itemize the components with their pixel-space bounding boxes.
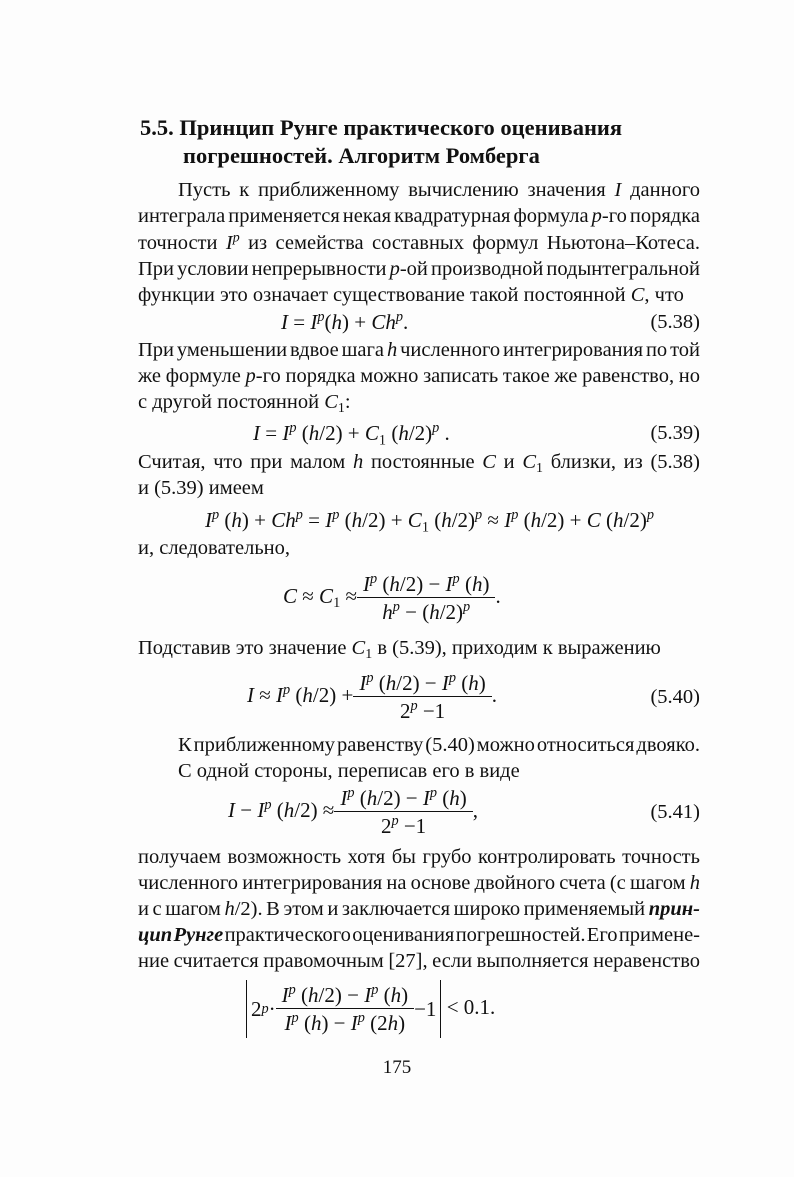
math-variable: I [205, 508, 212, 532]
equation-number: (5.38) [650, 311, 700, 333]
math-variable: C [586, 508, 601, 532]
superscript: p [366, 670, 374, 687]
math-variable: I [325, 508, 333, 532]
superscript: p [475, 507, 483, 524]
superscript: p [332, 507, 340, 524]
fraction-numerator: $I^p$ $(h/2) - I^p$ (h) [359, 670, 486, 695]
fraction [360, 572, 492, 624]
math-variable: I [281, 310, 288, 334]
math-variable: I [247, 682, 254, 707]
math-variable: h [530, 508, 542, 532]
superscript: p [291, 1010, 299, 1027]
text-line: С одной стороны, переписав его в виде [178, 760, 520, 782]
math-variable: I [362, 572, 370, 596]
math-variable: I [340, 786, 348, 810]
text-line: К приближенному равенству (5.40) можно относиться двояко. [178, 734, 700, 756]
superscript: p [448, 670, 457, 687]
superscript: p [395, 309, 403, 326]
emphasized-term: цип Рунге [138, 924, 224, 946]
superscript: p [511, 507, 519, 524]
subscript: 1 [536, 461, 543, 477]
page-number: 175 [382, 1057, 412, 1078]
math-variable: h [283, 797, 295, 822]
superscript: p [410, 698, 418, 715]
text-line: При условии непрерывности p-ой производной подынтегральной [138, 258, 700, 280]
fraction-numerator: $I^p$ $(h/2) - I^p$ (h) [362, 571, 490, 596]
math-variable: h [385, 671, 397, 695]
math-variable: h [468, 671, 479, 695]
math-variable: h [389, 572, 400, 596]
superscript: p [264, 796, 272, 813]
equation-5-41: $I - I^p$ (h/2) ≈ $\frac{I^p (h/2) - I^p (h)}{2^p -1}$ , [228, 785, 479, 838]
fraction-numerator: $I^p$ $(h/2) - I^p$ (h) [281, 982, 409, 1007]
superscript: p [212, 507, 220, 524]
math-variable: h [352, 451, 364, 473]
text-line: получаем возможность хотя бы грубо контролировать точность [138, 846, 700, 868]
math-variable: I [281, 983, 289, 1007]
math-variable: p [245, 365, 256, 387]
math-variable: I [614, 179, 622, 201]
superscript: p [232, 230, 240, 246]
text-line: интеграла применяется некая квадратурная формула p-го порядка [138, 205, 700, 227]
fraction [279, 983, 411, 1035]
superscript: p [295, 507, 303, 524]
math-variable: h [449, 786, 460, 810]
math-variable: I [228, 797, 235, 822]
subscript: 1 [333, 595, 341, 612]
math-variable: h [441, 508, 452, 532]
superscript: p [392, 599, 400, 616]
fraction-denominator: $I^p$ $(h) - I^p$ (2h) [276, 1008, 414, 1035]
math-variable: I [441, 671, 449, 695]
math-variable: C [319, 583, 334, 608]
math-variable: h [231, 508, 242, 532]
math-variable: C [324, 391, 338, 413]
superscript: p [357, 1010, 365, 1027]
math-variable: I [282, 421, 290, 445]
math-variable: I [253, 421, 260, 445]
math-variable: I [359, 671, 367, 695]
text-line: функции это означает существование такой постоянной C, что [138, 284, 684, 306]
math-variable: C [407, 508, 422, 532]
superscript: p [317, 309, 325, 326]
math-variable: h [390, 983, 402, 1007]
math-variable: C [630, 284, 645, 306]
text-line: Подставив это значение $C_1$ в (5.39), приходим к выражению [138, 637, 661, 663]
math-variable: h [331, 310, 342, 334]
superscript: p [463, 599, 471, 616]
superscript: p [369, 571, 378, 588]
math-variable: p [389, 258, 400, 280]
fraction-denominator: $2^p -1$ [334, 811, 472, 838]
emphasized-term: прин- [648, 898, 700, 920]
math-variable: h [386, 339, 398, 361]
math-variable: h [613, 508, 624, 532]
math-variable: h [398, 421, 409, 445]
math-variable: I [504, 508, 512, 532]
math-variable: Ch [371, 310, 396, 334]
text-line: При уменьшении вдвое шага h численного интегрирования по той [138, 339, 700, 361]
math-variable: p [591, 205, 602, 227]
superscript: p [429, 785, 438, 802]
section-title-line-2: погрешностей. Алгоритм Ромберга [183, 143, 540, 168]
absolute-value: 2 p · $\frac{I^p (h/2) - I^p (h)}{I^p (h) - I^p (2h)}$ −1 [246, 980, 441, 1038]
superscript: p [432, 420, 440, 437]
math-variable: C [522, 451, 537, 473]
text-line: точности $I^p$ из семейства составных формул Ньютона–Котеса. [138, 230, 700, 254]
math-variable: h [310, 1011, 322, 1035]
subscript: 1 [378, 432, 387, 449]
text-line: ние считается правомочным [27], если выполняется неравенство [138, 950, 700, 972]
subscript: 1 [365, 647, 373, 663]
math-variable: h [224, 898, 235, 920]
math-variable: I [445, 572, 453, 596]
superscript: p [347, 785, 355, 802]
superscript: p [646, 507, 654, 524]
superscript: p [391, 813, 399, 830]
equation-number: (5.39) [650, 422, 700, 444]
equation-combined: $I^p$ $(h) + Ch^p = I^p$ $(h/2) + C_1$ $(h/2)^p \approx I^p$ (h/2) + C $(h/2)^p$ [205, 507, 654, 536]
math-variable: h [351, 508, 363, 532]
math-variable: Ch [271, 508, 296, 532]
fraction [337, 786, 469, 838]
equation-5-38: $I = I^p(h) + Ch^p$. [281, 309, 409, 334]
subscript: 1 [421, 519, 429, 536]
superscript: p [283, 681, 291, 698]
equation-number: (5.41) [650, 801, 700, 823]
math-variable: I [364, 983, 372, 1007]
math-variable: h [382, 600, 393, 624]
math-variable: h [387, 1011, 399, 1035]
equation-constant-c: $C \approx C_1$ ≈ $\frac{I^p (h/2) - I^p (h)}{h^p - (h/2)^p}$ . [283, 571, 501, 624]
superscript: p [288, 982, 296, 999]
section-title-line-1: 5.5. Принцип Рунге практического оценивания [140, 115, 623, 140]
fraction [356, 671, 488, 723]
math-variable: I [276, 682, 284, 707]
math-variable: h [308, 421, 320, 445]
text-line: и с шагом h/2). В этом и заключается широко применяемый прин- [138, 898, 700, 920]
math-variable: I [284, 1011, 292, 1035]
text-line: с другой постоянной $C_1$: [138, 391, 351, 417]
text-line: и (5.39) имеем [138, 477, 264, 499]
math-variable: C [482, 451, 496, 473]
math-variable: h [366, 786, 378, 810]
math-variable: h [308, 983, 319, 1007]
math-variable: h [302, 682, 313, 707]
superscript: p [289, 420, 297, 437]
text-line: цип Рунге практического оценивания погрешностей. Его примене- [138, 924, 700, 946]
math-variable: I [422, 786, 430, 810]
equation-5-39: $I = I^p$ $(h/2) + C_1$ $(h/2)^p$ . [253, 420, 450, 449]
superscript: p [371, 982, 379, 999]
math-variable: I [225, 232, 233, 254]
math-variable: h [429, 600, 440, 624]
equation-number: (5.40) [650, 686, 700, 708]
text-line: численного интегрирования на основе двойного счета (с шагом h [138, 872, 700, 894]
equation-runge-criterion: 2 p · $\frac{I^p (h/2) - I^p (h)}{I^p (h) - I^p (2h)}$ −1 < 0.1. [246, 980, 495, 1038]
math-variable: C [351, 637, 366, 659]
equation-5-40: $I \approx I^p$ (h/2) + $\frac{I^p (h/2) - I^p (h)}{2^p -1}$ . [247, 670, 498, 723]
text-line: же формуле p-го порядка можно записать такое же равенство, но [138, 365, 700, 387]
math-variable: C [364, 421, 379, 445]
fraction-numerator: $I^p$ $(h/2) - I^p$ (h) [340, 785, 467, 810]
subscript: 1 [337, 401, 345, 417]
text-line: Пусть к приближенному вычислению значения I данного [178, 179, 700, 201]
text-line: Считая, что при малом h постоянные C и $C_1$ близки, из (5.38) [138, 451, 700, 477]
math-variable: h [689, 872, 700, 894]
math-variable: h [471, 572, 483, 596]
fraction-denominator: $2^p -1$ [353, 696, 491, 723]
math-variable: I [310, 310, 318, 334]
math-variable: I [350, 1011, 358, 1035]
text-line: и, следовательно, [138, 537, 291, 559]
superscript: p [452, 571, 460, 588]
math-variable: C [283, 583, 298, 608]
math-variable: I [257, 797, 265, 822]
fraction-denominator: $h^p - (h/2)^p$ [357, 597, 495, 624]
